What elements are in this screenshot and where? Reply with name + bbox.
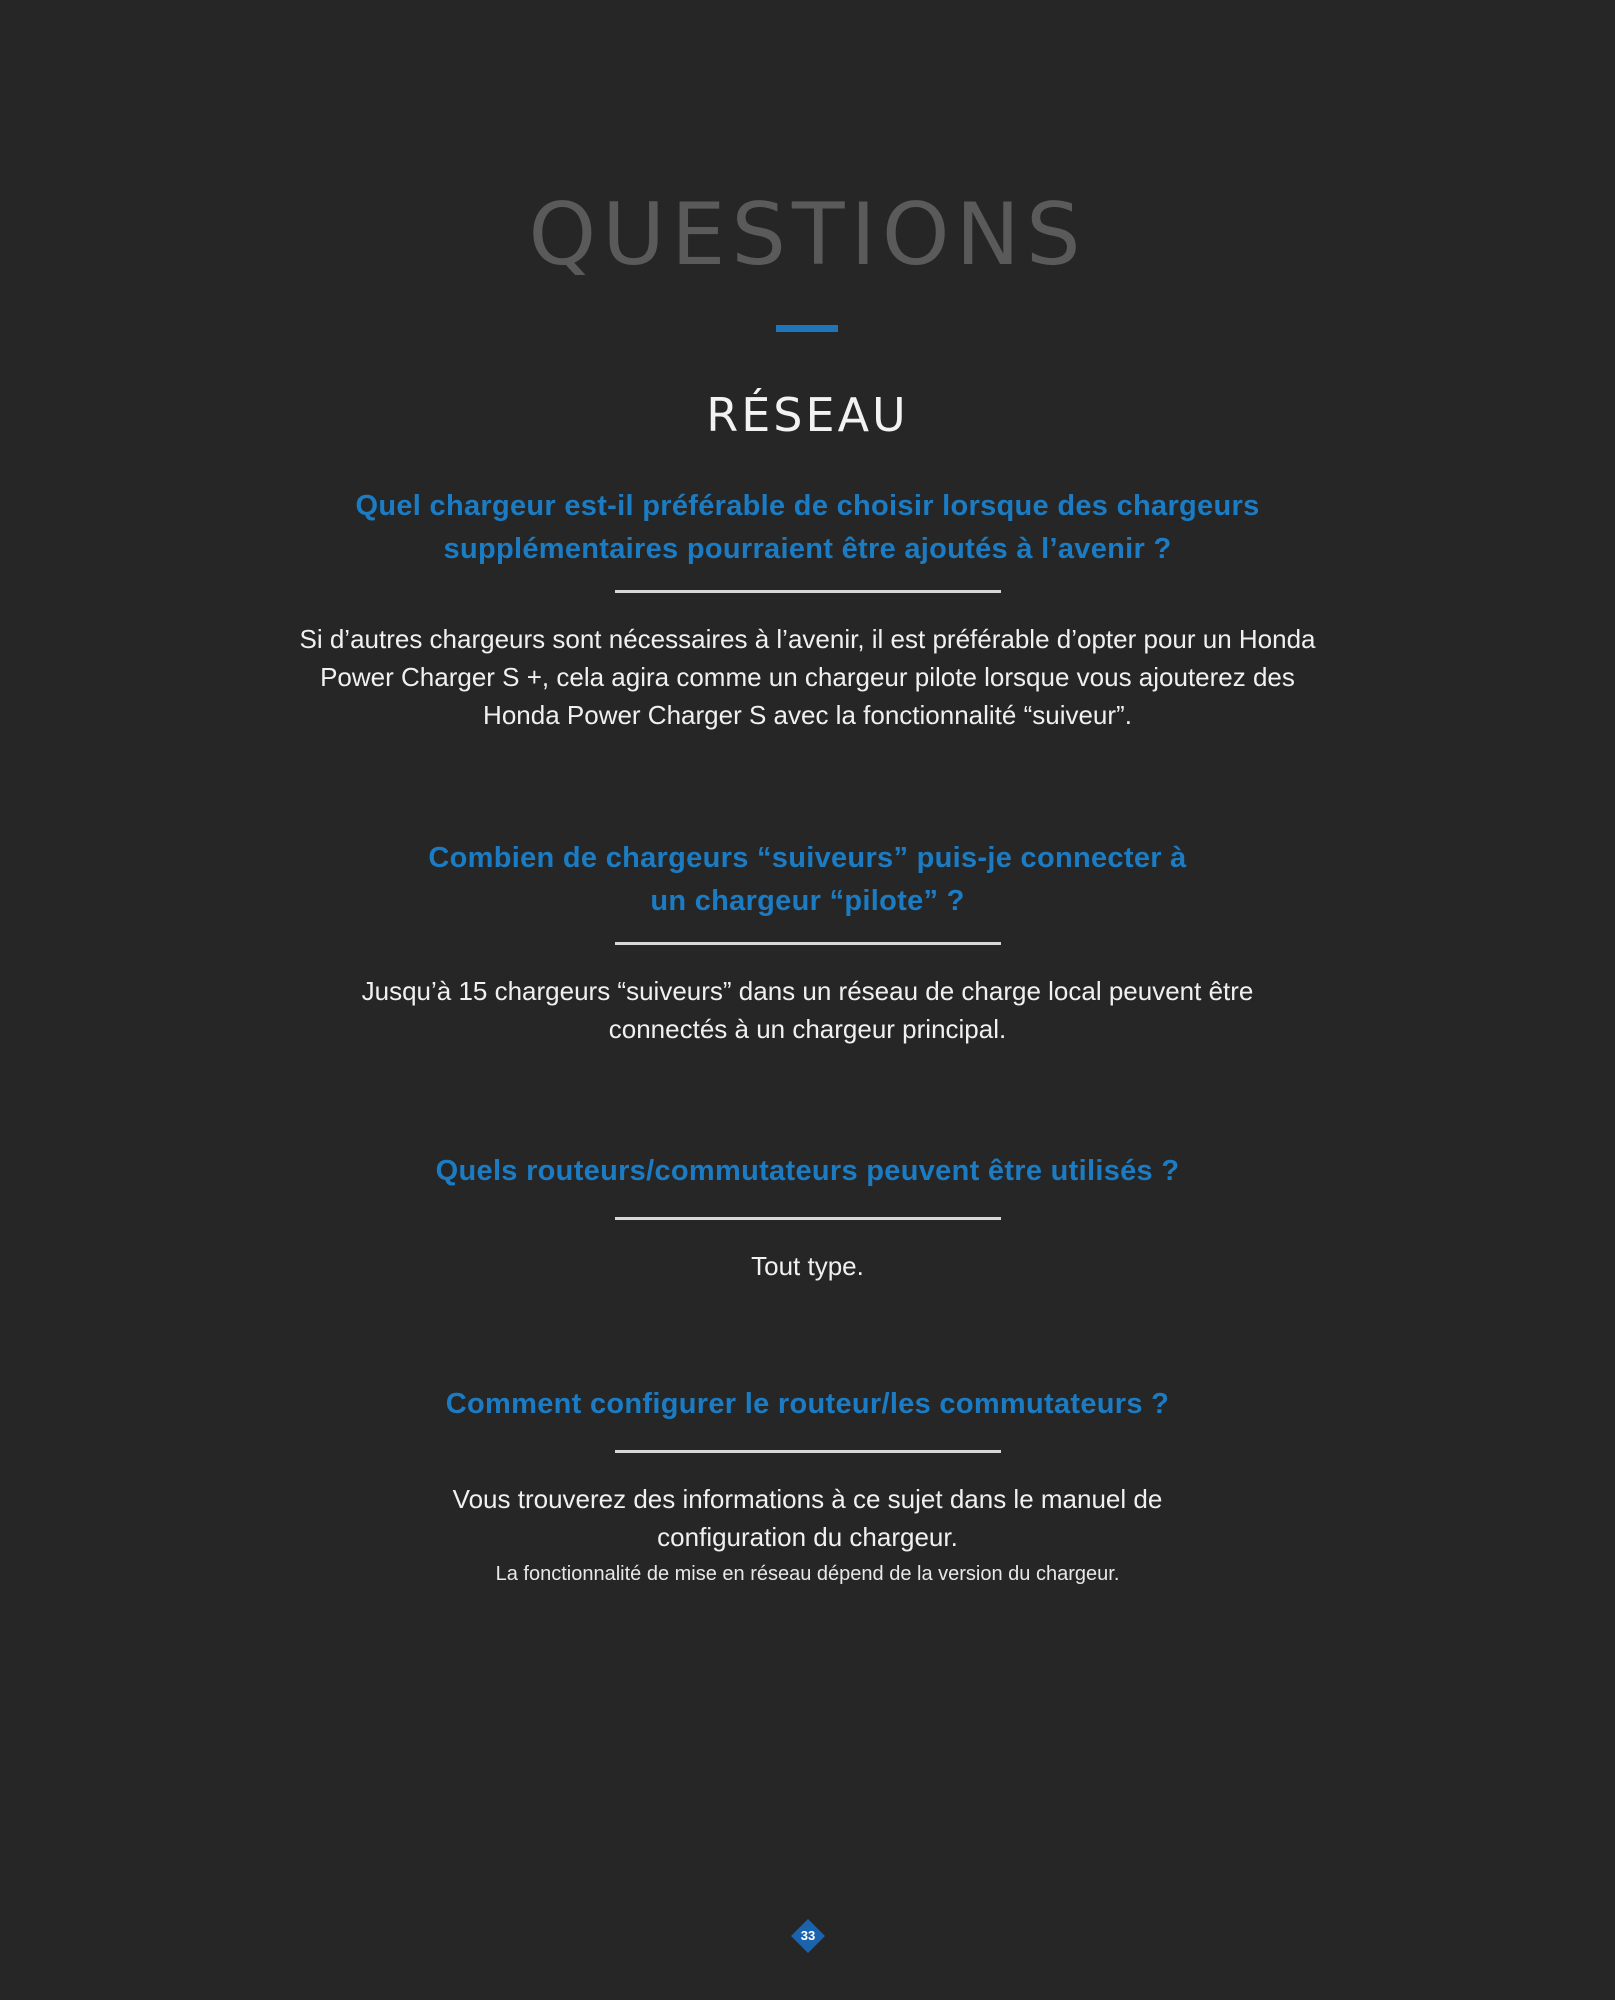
qa-item-4	[0, 1383, 1615, 1590]
answer-2: Jusqu’à 15 chargeurs “suiveurs” dans un réseau de charge local peuvent être connectés à un chargeur principal.	[361, 976, 1254, 1044]
page-title: QUESTIONS	[528, 185, 1087, 285]
page-number-badge	[792, 1920, 824, 1952]
qa-item-2	[0, 837, 1615, 1048]
footnote: La fonctionnalité de mise en réseau dépend de la version du chargeur.	[495, 1563, 1120, 1585]
page-number: 33	[800, 1928, 816, 1943]
question-4: Comment configurer le routeur/les commutateurs ?	[445, 1388, 1170, 1420]
qa-divider	[615, 590, 1001, 593]
question-2: Combien de chargeurs “suiveurs” puis-je connecter à un chargeur “pilote” ?	[428, 842, 1187, 917]
question-3: Quels routeurs/commutateurs peuvent être utilisés ?	[435, 1155, 1180, 1187]
qa-divider	[615, 942, 1001, 945]
answer-1: Si d’autres chargeurs sont nécessaires à l’avenir, il est préférable d’opter pour un Honda Power Charger S +, cela agira comme un chargeur pilote lorsque vous ajouterez des Honda Power Charger S avec la fonctionnalité “suiveur”.	[299, 624, 1316, 730]
qa-divider	[615, 1450, 1001, 1453]
question-1: Quel chargeur est-il préférable de choisir lorsque des chargeurs supplémentaires pourraient être ajoutés à l’avenir ?	[355, 490, 1260, 565]
section-title: RÉSEAU	[706, 388, 909, 442]
qa-item-3	[0, 1150, 1615, 1285]
answer-4: Vous trouverez des informations à ce sujet dans le manuel de configuration du chargeur.	[452, 1484, 1163, 1552]
answer-3: Tout type.	[751, 1251, 864, 1281]
qa-divider	[615, 1217, 1001, 1220]
title-accent-rule	[776, 325, 838, 332]
qa-item-1	[0, 485, 1615, 734]
